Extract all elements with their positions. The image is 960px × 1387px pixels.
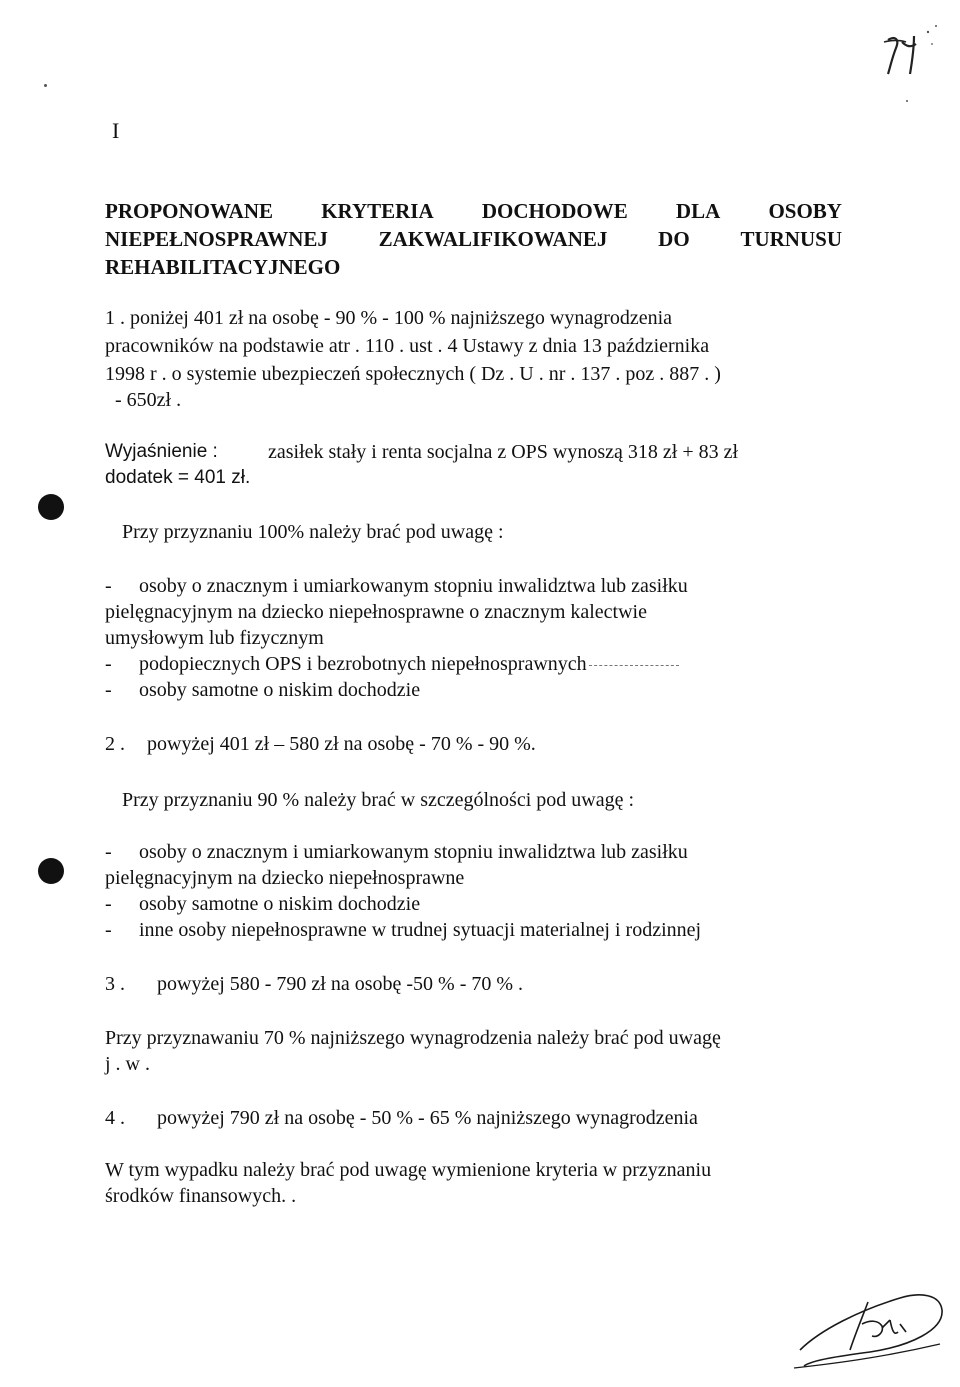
section-text: powyżej 790 zł na osobę - 50 % - 65 % najniższego wynagrodzenia — [157, 1107, 698, 1129]
list-dash: - — [105, 841, 112, 863]
handwritten-page-number — [876, 18, 946, 78]
dashed-line — [589, 665, 679, 666]
document-title-line-3: REHABILITACYJNEGO — [105, 255, 341, 279]
binder-hole-mark — [38, 494, 64, 520]
criteria-item — [105, 574, 688, 598]
title-word: OSOBY — [768, 199, 842, 223]
consideration-heading-70: Przy przyznawaniu 70 % najniższego wynagrodzenia należy brać pod uwagę — [105, 1027, 721, 1049]
list-dash: - — [105, 575, 112, 597]
explanation-text: zasiłek stały i renta socjalna z OPS wynoszą 318 zł + 83 zł — [268, 441, 739, 463]
list-dash: - — [105, 653, 112, 675]
criteria-item-cont: umysłowym lub fizycznym — [105, 627, 324, 649]
criteria-item-cont: pielęgnacyjnym na dziecko niepełnosprawne o znacznym kalectwie — [105, 601, 647, 623]
section-number: 4 . — [105, 1107, 125, 1129]
section-1-line: pracowników na podstawie atr . 110 . ust . 4 Ustawy z dnia 13 października — [105, 335, 710, 357]
title-word: NIEPEŁNOSPRAWNEJ — [105, 227, 328, 251]
criteria-text: podopiecznych OPS i bezrobotnych niepełnosprawnych — [139, 653, 587, 675]
handwritten-signature — [790, 1280, 950, 1380]
document-title-line-1 — [105, 198, 842, 224]
title-word: PROPONOWANE — [105, 199, 273, 223]
criteria-item — [105, 918, 701, 942]
criteria-item — [105, 652, 679, 676]
criteria-item-cont: pielęgnacyjnym na dziecko niepełnosprawne — [105, 867, 465, 889]
criteria-text: osoby samotne o niskim dochodzie — [139, 679, 421, 701]
closing-note: W tym wypadku należy brać pod uwagę wymienione kryteria w przyznaniu — [105, 1159, 712, 1181]
title-word: ZAKWALIFIKOWANEJ — [378, 227, 608, 251]
criteria-text: osoby o znacznym i umiarkowanym stopniu inwalidztwa lub zasiłku — [139, 575, 688, 597]
section-roman-numeral: I — [112, 118, 120, 143]
section-1-line: - 650zł . — [115, 389, 182, 411]
criteria-text: osoby o znacznym i umiarkowanym stopniu inwalidztwa lub zasiłku — [139, 841, 688, 863]
scan-speck — [906, 100, 908, 102]
list-dash: - — [105, 679, 112, 701]
criteria-item — [105, 840, 688, 864]
criteria-item — [105, 678, 420, 702]
binder-hole-mark — [38, 858, 64, 884]
section-4-heading — [105, 1106, 698, 1130]
section-2-heading — [105, 732, 536, 756]
title-word: KRYTERIA — [321, 199, 434, 223]
list-dash: - — [105, 893, 112, 915]
section-text: powyżej 401 zł – 580 zł na osobę - 70 % - 90 %. — [147, 733, 536, 755]
section-text: powyżej 580 - 790 zł na osobę -50 % - 70 % . — [157, 973, 524, 995]
title-word: DOCHODOWE — [481, 199, 628, 223]
closing-note-cont: środków finansowych. . — [105, 1185, 297, 1207]
title-word: DO — [658, 227, 690, 251]
explanation-label: Wyjaśnienie : — [105, 441, 218, 462]
explanation-line-2: dodatek = 401 zł. — [105, 467, 251, 488]
section-number: 2 . — [105, 733, 125, 755]
criteria-text: osoby samotne o niskim dochodzie — [139, 893, 421, 915]
section-1-line: 1998 r . o systemie ubezpieczeń społecznych ( Dz . U . nr . 137 . poz . 887 . ) — [105, 363, 721, 385]
scan-speck — [44, 84, 47, 87]
document-title-line-2 — [105, 226, 842, 252]
title-word: DLA — [675, 199, 721, 223]
criteria-item — [105, 892, 420, 916]
section-3-heading — [105, 972, 523, 996]
section-number: 3 . — [105, 973, 125, 995]
section-1-line: 1 . poniżej 401 zł na osobę - 90 % - 100 % najniższego wynagrodzenia — [105, 307, 673, 329]
criteria-text: inne osoby niepełnosprawne w trudnej sytuacji materialnej i rodzinnej — [139, 919, 702, 941]
title-word: TURNUSU — [740, 227, 842, 251]
list-dash: - — [105, 919, 112, 941]
consideration-heading-100: Przy przyznaniu 100% należy brać pod uwagę : — [122, 521, 504, 543]
consideration-heading-70-cont: j . w . — [105, 1053, 150, 1075]
consideration-heading-90: Przy przyznaniu 90 % należy brać w szczególności pod uwagę : — [122, 789, 635, 811]
